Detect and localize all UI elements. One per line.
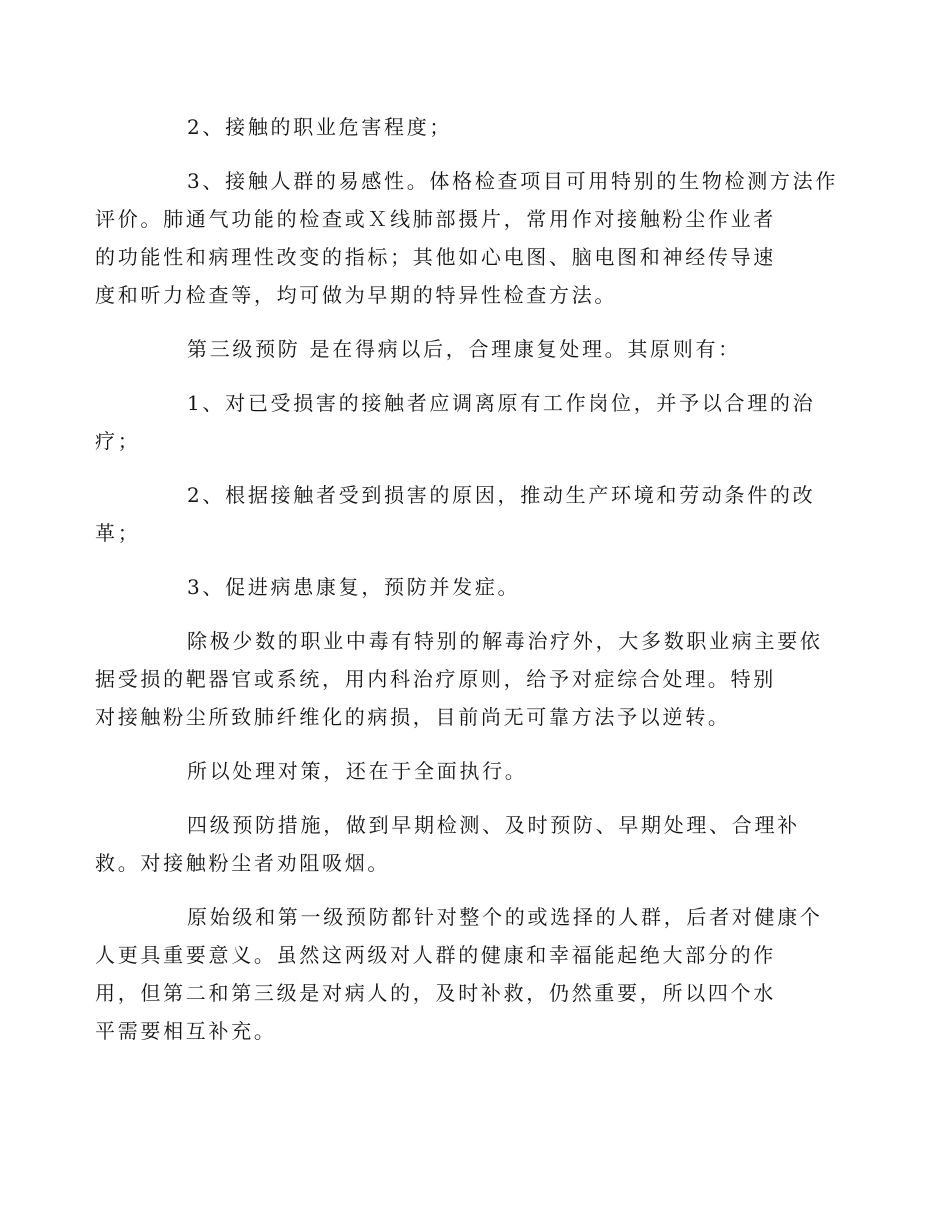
text-line: 2、接触的职业危害程度； xyxy=(187,115,453,139)
text-line: 评价。肺通气功能的检查或Ｘ线肺部摄片，常用作对接触粉尘作业者 xyxy=(95,207,776,231)
paragraph-exposure-hazard-level xyxy=(141,108,809,146)
text-line: 人更具重要意义。虽然这两级对人群的健康和幸福能起绝大部分的作 xyxy=(95,943,776,967)
paragraph-treatment xyxy=(95,622,823,736)
paragraph-summary xyxy=(95,898,823,1050)
text-line: 疗； xyxy=(95,429,141,453)
text-line: 第三级预防 是在得病以后，合理康复处理。其原则有： xyxy=(187,337,741,361)
text-line: 四级预防措施，做到早期检测、及时预防、早期处理、合理补 xyxy=(187,813,800,837)
paragraph-principle-1 xyxy=(95,384,816,460)
text-line: 革； xyxy=(95,521,141,545)
text-line: 2、根据接触者受到损害的原因，推动生产环境和劳动条件的改 xyxy=(187,483,816,507)
text-line: 救。对接触粉尘者劝阻吸烟。 xyxy=(95,851,391,875)
text-line: 除极少数的职业中毒有特别的解毒治疗外，大多数职业病主要依 xyxy=(187,629,823,653)
paragraph-population-susceptibility xyxy=(95,162,839,314)
text-line: 度和听力检查等，均可做为早期的特异性检查方法。 xyxy=(95,283,618,307)
text-line: 据受损的靶器官或系统，用内科治疗原则，给予对症综合处理。特别 xyxy=(95,667,776,691)
text-line: 原始级和第一级预防都针对整个的或选择的人群，后者对健康个 xyxy=(187,905,823,929)
paragraph-tertiary-prevention xyxy=(141,330,809,368)
paragraph-principle-3 xyxy=(141,568,809,606)
paragraph-countermeasure xyxy=(141,752,809,790)
text-line: 3、接触人群的易感性。体格检查项目可用特别的生物检测方法作 xyxy=(187,169,839,193)
paragraph-four-level-measures xyxy=(95,806,809,882)
text-line: 对接触粉尘所致肺纤维化的病损，目前尚无可靠方法予以逆转。 xyxy=(95,705,731,729)
document-body xyxy=(95,108,839,1066)
text-line: 所以处理对策，还在于全面执行。 xyxy=(187,759,528,783)
text-line: 1、对已受损害的接触者应调离原有工作岗位，并予以合理的治 xyxy=(187,391,816,415)
text-line: 的功能性和病理性改变的指标；其他如心电图、脑电图和神经传导速 xyxy=(95,245,776,269)
text-line: 3、促进病患康复，预防并发症。 xyxy=(187,575,521,599)
text-line: 用，但第二和第三级是对病人的，及时补救，仍然重要，所以四个水 xyxy=(95,981,776,1005)
paragraph-principle-2 xyxy=(95,476,816,552)
text-line: 平需要相互补充。 xyxy=(95,1019,277,1043)
